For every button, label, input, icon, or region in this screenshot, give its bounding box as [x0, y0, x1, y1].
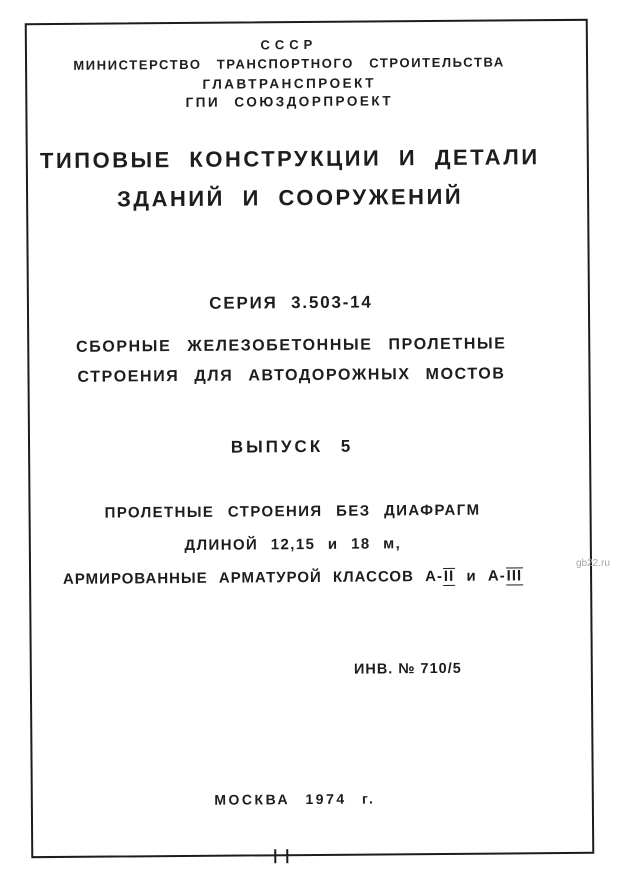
description-line-3-prefix: АРМИРОВАННЫЕ АРМАТУРОЙ КЛАССОВ [62, 568, 414, 588]
main-title-line-2: ЗДАНИЙ И СООРУЖЕНИЙ [116, 183, 464, 212]
main-title-line-1: ТИПОВЫЕ КОНСТРУКЦИИ И ДЕТАЛИ [39, 144, 540, 174]
rebar-class-1-prefix: А- [425, 567, 443, 586]
binding-tick-mark [286, 849, 288, 863]
header-gpi-soyuzdorproekt: ГПИ СОЮЗДОРПРОЕКТ [185, 93, 394, 110]
rebar-class-1 [425, 568, 455, 585]
header-glavtransproekt: ГЛАВТРАНСПРОЕКТ [202, 75, 376, 92]
watermark-text: gb22.ru [576, 558, 610, 569]
series-subtitle-line-1: СБОРНЫЕ ЖЕЛЕЗОБЕТОННЫЕ ПРОЛЕТНЫЕ [75, 335, 507, 356]
conjunction-text: и [466, 567, 477, 585]
rebar-class-2-prefix: А- [487, 567, 506, 585]
binding-tick-mark [274, 849, 276, 863]
inventory-number: ИНВ. № 710/5 [353, 660, 462, 678]
series-subtitle-line-2: СТРОЕНИЯ ДЛЯ АВТОДОРОЖНЫХ МОСТОВ [77, 365, 506, 386]
footer-city-year: МОСКВА 1974 г. [214, 790, 376, 808]
header-ministry: МИНИСТЕРСТВО ТРАНСПОРТНОГО СТРОИТЕЛЬСТВА [73, 54, 505, 73]
rebar-class-2-numeral: III [506, 567, 523, 585]
series-label: СЕРИЯ 3.503-14 [209, 292, 373, 313]
description-line-2: ДЛИНОЙ 12,15 и 18 м, [184, 535, 402, 554]
issue-label: ВЫПУСК 5 [230, 436, 354, 457]
header-country: СССР [260, 36, 318, 53]
description-line-1: ПРОЛЕТНЫЕ СТРОЕНИЯ БЕЗ ДИАФРАГМ [104, 501, 481, 522]
rebar-class-2 [488, 567, 523, 584]
rebar-class-1-numeral: II [443, 567, 455, 585]
